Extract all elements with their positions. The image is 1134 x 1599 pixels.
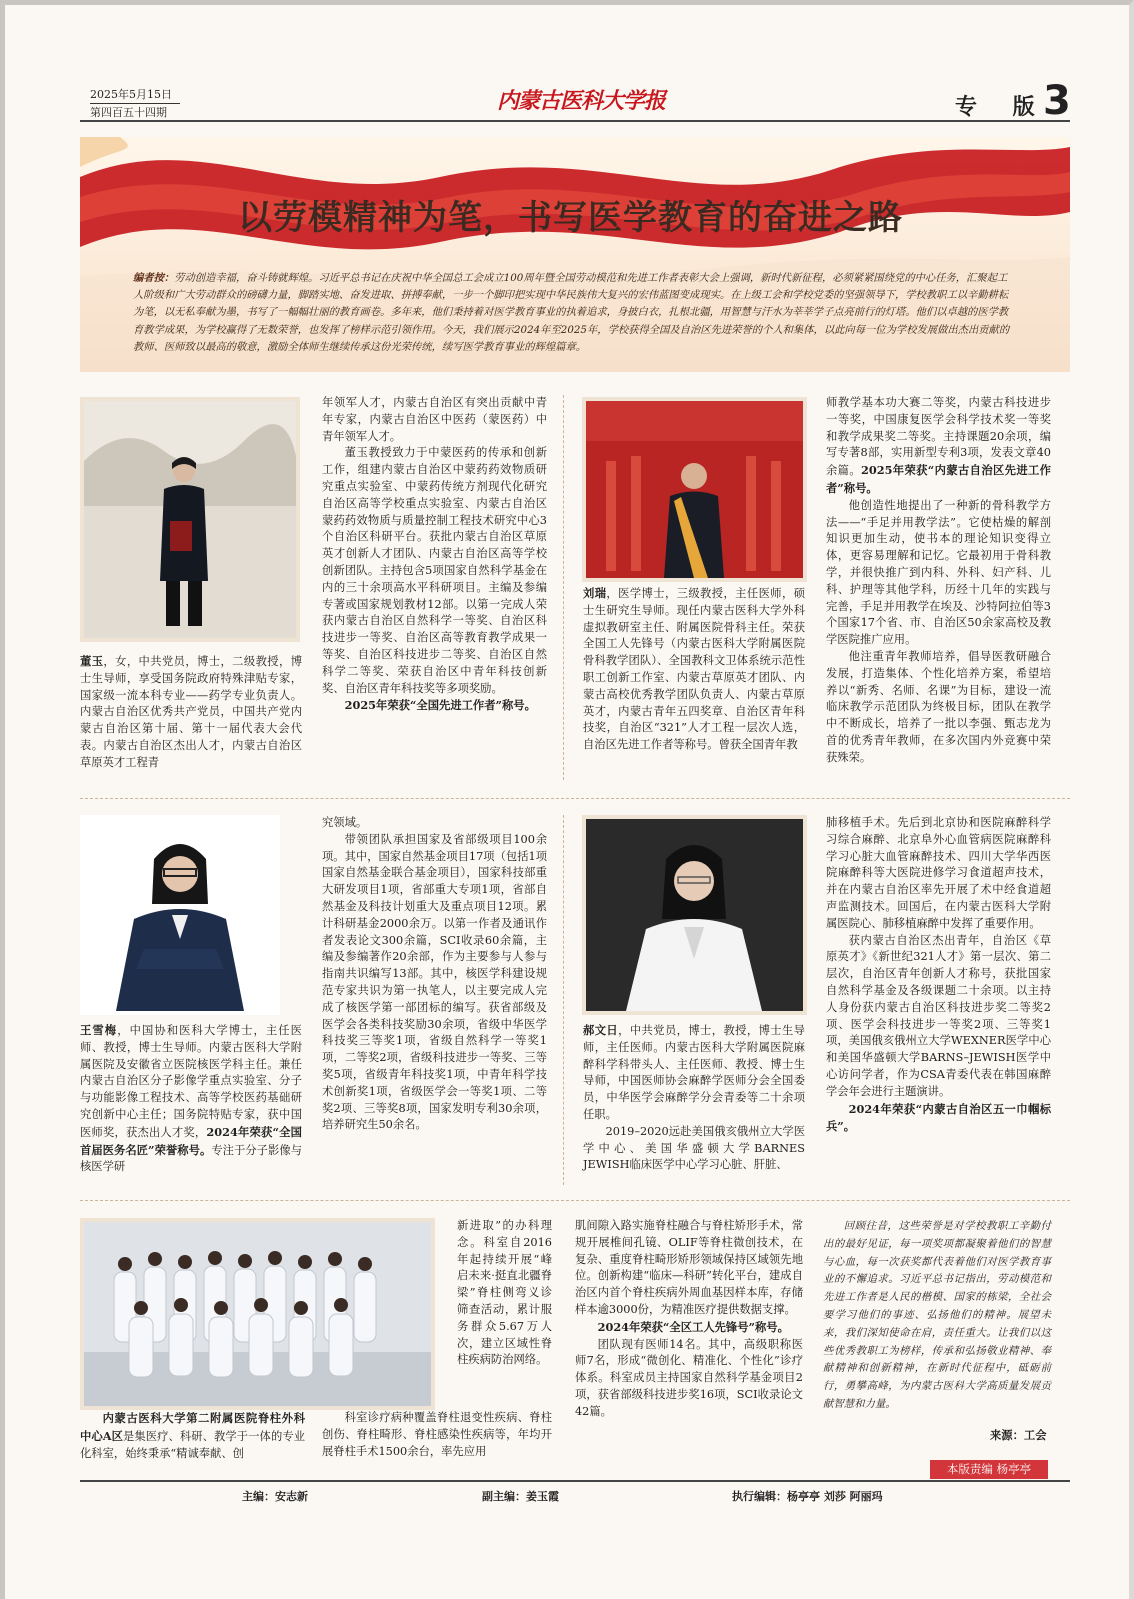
award-wangxuemei: 2024年荣获“全国首届医务名匠”荣誉称号。 — [80, 1124, 302, 1157]
caption-liurui — [583, 585, 805, 754]
editor-note-label: 编者按： — [133, 272, 175, 284]
portrait-haowenri — [586, 819, 803, 1011]
footer-deputy-editor: 副主编：姜玉霞 — [482, 1490, 559, 1503]
award-dongyu: 2025年荣获“全国先进工作者”称号。 — [344, 698, 536, 713]
award-liurui: 2025年荣获“内蒙古自治区先进工作者”称号。 — [826, 463, 1051, 495]
name-liurui: 刘瑞 — [583, 586, 607, 600]
column-spine-a — [457, 1218, 552, 1369]
portrait-dongyu — [84, 401, 296, 638]
caption-haowenri — [583, 1022, 805, 1174]
caption-text-dongyu: ，女，中共党员，博士，二级教授，博士生导师，享受国务院政府特殊津贴专家，国家级一流本科专业——药学专业负责人。内蒙古自治区优秀共产党员，中国共产党内蒙古自治区第十届、第十一届代表大会代表。内蒙古自治区杰出人才，内蒙古自治区草原英才工程青 — [80, 655, 302, 769]
name-wangxuemei: 王雪梅 — [80, 1023, 118, 1037]
body2-liurui: 他创造性地提出了一种新的骨科教学方法——“手足并用教学法”。它使枯燥的解剖知识更加生动，使书本的理论知识变得立体，更容易理解和记忆。它最初用于骨科教学，并很快推广到内科、外科、妇产科、儿科、护理等其他学科，历经十几年的实践与完善，手足并用教学在埃及、沙特阿拉伯等3个国家17个省、市、自治区50余家高校及教学医院推广应用。 — [826, 498, 1051, 647]
page-number: 3 — [1043, 78, 1071, 124]
column-spine-b — [575, 1218, 803, 1421]
caption-text-liurui: ，医学博士，三级教授，主任医师，硕士生研究生导师。现任内蒙古医科大学外科虚拟教研室主任、附属医院骨科主任。荣获全国工人先锋号（内蒙古医科大学附属医院骨科教学团队）、全国教科文卫体系统示范性职工创新工作室、内蒙古草原英才团队、内蒙古高校优秀教学团队负责人、内蒙古草原英才，内蒙古青年五四奖章、自治区青年科技奖，自治区“321”人才工程一层次人选，自治区先进工作者等称号。曾获全国青年教 — [583, 587, 805, 752]
bottom-rule — [80, 1480, 1070, 1482]
caption-tail-wangxuemei: 专注于分子影像与核医学研 — [80, 1143, 302, 1174]
date-rule — [90, 103, 180, 104]
footer-chief-editor: 主编：安志新 — [242, 1490, 308, 1503]
column-wangxuemei — [322, 815, 547, 1134]
photo-liurui — [582, 397, 807, 582]
source-credit: 来源：工会 — [990, 1428, 1047, 1442]
name-dongyu: 董玉 — [80, 654, 104, 668]
photo-spine-team — [80, 1218, 435, 1410]
body-a-haowenri: 2019–2020远赴美国俄亥俄州立大学医学中心、美国华盛顿大学BARNES JEWISH临床医学中心学习心脏、肝脏、 — [583, 1124, 805, 1172]
body-spine-a: 新进取”的办科理念。科室自2016年起持续开展“峰启未来·挺直北疆脊梁”脊柱侧弯义诊筛查活动，累计服务群众5.67万人次，建立区域性脊柱疾病防治网络。 — [457, 1219, 552, 1367]
caption-text-spine: 是集医疗、科研、教学于一体的专业化科室，始终秉承“精诚奉献、创 — [80, 1429, 305, 1460]
column-haowenri — [826, 815, 1051, 1136]
row-divider-2 — [80, 1200, 1070, 1201]
column-liurui — [826, 395, 1051, 767]
body-spine-b: 肌间隙入路实施脊柱融合与脊柱矫形手术，常规开展椎间孔镜、OLIF等脊柱微创技术，在复杂、重度脊柱畸形矫形领域保持区域领先地位。创新构建“临床—科研”转化平台，建成自治区内首个脊柱疾病外周血基因样本库，存储样本逾3000份，为精准医疗提供数据支撑。 — [575, 1219, 803, 1316]
caption-spine — [80, 1410, 305, 1462]
caption-dongyu — [80, 653, 302, 772]
closing-text: 回顾往昔，这些荣誉是对学校教职工辛勤付出的最好见证，每一项奖项都凝聚着他们的智慧与心血，每一次获奖都代表着他们对医学教育事业的不懈追求。习近平总书记指出，劳动模范和先进工作者是人民的楷模、国家的栋梁，全社会要学习他们的事迹、弘扬他们的精神。展望未来，我们深知使命在肩，责任重大。让我们以这些优秀教职工为榜样，传承和弘扬敬业精神、奉献精神和创新精神，在新时代征程中，砥砺前行，勇攀高峰，为内蒙古医科大学高质量发展贡献智慧和力量。 — [823, 1220, 1051, 1410]
closing-remarks — [823, 1218, 1051, 1414]
name-haowenri: 郝文日 — [583, 1023, 619, 1037]
column-dongyu — [322, 395, 547, 715]
body-spine-a2: 科室诊疗病种覆盖脊柱退变性疾病、脊柱创伤、脊柱畸形、脊柱感染性疾病等，年均开展脊柱手术1500余台，率先应用 — [322, 1411, 552, 1458]
top-rule — [80, 120, 1070, 122]
caption-wangxuemei — [80, 1022, 302, 1176]
section-label: 专 版 — [955, 94, 1049, 120]
column-divider — [563, 395, 564, 780]
editor-note-text: 劳动创造幸福，奋斗铸就辉煌。习近平总书记在庆祝中华全国总工会成立100周年暨全国劳动模范和先进工作者表彰大会上强调，新时代新征程，必须紧紧围绕党的中心任务，汇聚起工人阶级和广大劳动群众的磅礴力量，脚踏实地、奋发进取、拼搏奉献，一步一个脚印把实现中华民族伟大复兴的宏伟蓝图变成现实。在上级工会和学校党委的坚强领导下，学校教职工以辛勤耕耘为笔，以无私奉献为墨，书写了一幅幅壮丽的教育画卷。多年来，他们秉持着对医学教育事业的执着追求，身披白衣，扎根北疆，用智慧与汗水为莘莘学子点亮前行的灯塔。他们以卓越的医学教育教学成果，为学校赢得了无数荣誉，也发挥了榜样示范引领作用。今天，我们展示2024年至2025年，学校获得全国及自治区先进荣誉的个人和集体，以此向每一位为学校发展做出杰出贡献的教师、医师致以最高的敬意，激励全体师生继续传承这份光荣传统，续写医学教育事业的辉煌篇章。 — [133, 272, 1010, 353]
body-spine-b2: 团队现有医师14名。其中，高级职称医师7名，形成“微创化、精准化、个性化”诊疗体系。科室成员主持国家自然科学基金项目2项，获省部级科技进步奖16项，SCI收录论文42篇。 — [575, 1337, 803, 1418]
caption-text-wangxuemei: ，中国协和医科大学博士，主任医师、教授，博士生导师。内蒙古医科大学附属医院及安徽省立医院核医学科主任。兼任内蒙古自治区分子影像学重点实验室、分子与功能影像工程技术、高等学校医药基础研究创新中心主任；国务院特贴专家，获中国医师奖，获杰出人才奖， — [80, 1024, 302, 1139]
row-divider-1 — [80, 798, 1070, 799]
body-liurui: 师教学基本功大赛二等奖，内蒙古科技进步一等奖，中国康复医学会科学技术奖一等奖和教学成果奖二等奖。主持课题20余项，编写专著8部，实用新型专利3项，发表文章40余篇。 — [826, 396, 1051, 478]
portrait-wangxuemei — [84, 819, 276, 1011]
masthead-date-block — [90, 87, 180, 120]
page-editor-tag: 本版责编 杨亭亭 — [930, 1460, 1048, 1479]
award-haowenri: 2024年荣获“内蒙古自治区五一巾帼标兵”。 — [826, 1101, 1051, 1134]
issue-number: 第四百五十四期 — [90, 106, 167, 119]
body2-wangxuemei: 带领团队承担国家及省部级项目100余项。其中，国家自然基金项目17项（包括1项国家自然基金联合基金项目），国家科技部重大研发项目1项，省部重大专项1项，省部自然基金及科技计划重大及重点项目12项。累计科研基金2000余万。以第一作者及通讯作者发表论文300余篇，SCI收录60余篇，主编及参编著作20余部，作为主要参与人参与指南共识编写13部。其中，核医学科建设规范专家共识为第一执笔人，以主要完成人完成了核医学第一部团标的编写。获省部级及医学会各类科技奖励30余项，省级中华医学科技奖三等奖1项，省级自然科学一等奖1项，二等奖2项，省级科技进步一等奖、三等奖5项，省级青年科技奖1项，中青年科学技术创新奖1项，省级医学会一等奖1项、二等奖2项、三等奖8项，国家发明专利30余项，培养研究生50余名。 — [322, 832, 547, 1132]
body3-liurui: 他注重青年教师培养，倡导医教研融合发展，打造集体、个性化培养方案，希望培养以“新秀、名师、名课”为目标，建设一流临床教学示范团队为终极目标，团队在教学中不断成长，培养了一批以李强、甄志龙为首的优秀青年教师，在多次国内外竞赛中荣获殊荣。 — [826, 649, 1051, 764]
body2-dongyu: 董玉教授致力于中蒙医药的传承和创新工作，组建内蒙古自治区中蒙药药效物质研究重点实验室、中蒙药传统方剂现代化研究自治区高等学校重点实验室、内蒙古自治区蒙药药效物质与质量控制工程技术研究中心3个自治区科研平台。获批内蒙古自治区草原英才创新人才团队、内蒙古自治区高等学校创新团队。主持包含5项国家自然科学基金在内的三十余项高水平科研项目。主编及参编专著或国家规划教材12部。以第一完成人荣获内蒙古自治区自然科学一等奖、自治区科技进步一等奖、自治区高等教育教学成果一等奖、自治区科技进步二等奖、自治区自然科学二等奖、荣获自治区中青年科技创新奖、自治区青年科技奖等多项奖励。 — [322, 446, 547, 695]
issue-date: 2025年5月15日 — [90, 88, 172, 101]
body-dongyu: 年领军人才，内蒙古自治区有突出贡献中青年专家，内蒙古自治区中医药（蒙医药）中青年领军人才。 — [322, 396, 547, 443]
portrait-liurui — [586, 401, 803, 578]
body2-haowenri: 获内蒙古自治区杰出青年，自治区《草原英才》《新世纪321人才》第一层次、第二层次，自治区青年创新人才称号，获批国家自然科学基金及各级课题二十余项。以主持人身份获内蒙古自治区科技进步奖二等奖2项、医学会科技进步一等奖2项、三等奖1项，美国俄亥俄州立大学WEXNER医学中心和美国华盛顿大学BARNS–JEWISH医学中心访问学者，作为CSA青委代表在韩国麻醉学会年会进行主题演讲。 — [826, 933, 1051, 1098]
editor-note — [133, 270, 1013, 356]
name-spine: 内蒙古医科大学第二附属医院脊柱外科中心A区 — [80, 1411, 305, 1443]
award-spine: 2024年荣获“全区工人先锋号”称号。 — [597, 1319, 789, 1334]
photo-wangxuemei — [80, 815, 280, 1015]
photo-haowenri — [582, 815, 807, 1015]
column-divider-2 — [563, 815, 564, 1185]
team-photo — [84, 1222, 431, 1406]
photo-dongyu — [80, 397, 300, 642]
caption-text-haowenri: ，中共党员，博士，教授，博士生导师，主任医师。内蒙古医科大学附属医院麻醉科学科带头人、主任医师、教授、博士生导师，中国医师协会麻醉学医师分会全国委员，中华医学会麻醉学分会青委等二十余项任职。 — [583, 1024, 805, 1121]
newspaper-logo: 内蒙古医科大学报 — [497, 88, 666, 114]
footer-exec-editor: 执行编辑：杨亭亭 刘莎 阿丽玛 — [732, 1490, 883, 1503]
body-wangxuemei: 究领域。 — [322, 816, 368, 829]
column-spine-a2 — [322, 1410, 552, 1460]
page-headline: 以劳模精神为笔，书写医学教育的奋进之路 — [238, 198, 903, 238]
body-haowenri: 肺移植手术。先后到北京协和医院麻醉科学习综合麻醉、北京阜外心血管病医院麻醉科学习心脏大血管麻醉技术、四川大学华西医院麻醉科等大医院进修学习食道超声技术，并在内蒙古自治区率先开展了术中经食道超声监测技术。回国后，在内蒙古医科大学附属医院心、肺移植麻醉中发挥了重要作用。 — [826, 816, 1051, 930]
